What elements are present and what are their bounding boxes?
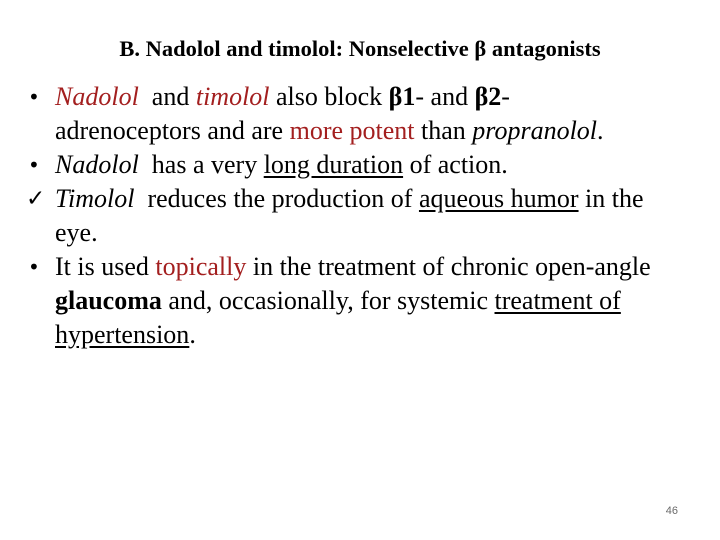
text-segment: of action.: [403, 150, 508, 179]
text-segment: than: [414, 116, 473, 145]
bullet-marker: •: [28, 85, 40, 109]
beta1-term: β1: [388, 82, 416, 111]
text-segment: .: [597, 116, 604, 145]
underlined-treatment-of-hypertension: treatment of hypertension: [55, 286, 621, 349]
drug-name-nadolol: Nadolol: [55, 82, 139, 111]
bullet-list: [0, 80, 720, 352]
bullet-nadolol-timolol-block: [0, 80, 655, 148]
bullet-nadolol-duration: [0, 148, 655, 182]
drug-name-timolol: Timolol: [55, 184, 135, 213]
highlight-topically: topically: [155, 252, 247, 281]
underlined-long-duration: long duration: [263, 150, 404, 179]
text-segment: - and: [415, 82, 475, 111]
bold-glaucoma: glaucoma: [55, 286, 162, 315]
drug-name-timolol: timolol: [195, 82, 270, 111]
slide-title: B. Nadolol and timolol: Nonselective β antagonists: [119, 36, 601, 61]
highlight-more-potent: more potent: [289, 116, 415, 145]
text-segment: reduces the production of: [134, 184, 419, 213]
bullet-marker: •: [28, 153, 40, 177]
drug-name-nadolol: Nadolol: [55, 150, 139, 179]
bullet-timolol-aqueous-humor: [0, 182, 655, 250]
drug-name-propranolol: propranolol: [472, 116, 598, 145]
text-segment: also block: [269, 82, 389, 111]
bullet-topical-glaucoma: [0, 250, 655, 352]
beta2-term: β2: [474, 82, 502, 111]
text-segment: and, occasionally, for systemic: [161, 286, 495, 315]
bullet-marker: •: [28, 255, 40, 279]
page-number: 46: [665, 505, 678, 517]
text-segment: in the eye.: [55, 184, 644, 247]
text-segment: and: [138, 82, 196, 111]
text-segment: has a very: [138, 150, 264, 179]
text-segment: -adrenoceptors and are: [55, 82, 510, 145]
underlined-aqueous-humor: aqueous humor: [418, 184, 579, 213]
text-segment: It is used: [55, 252, 156, 281]
checkmark-icon: ✓: [26, 186, 46, 212]
text-segment: in the treatment of chronic open-angle: [246, 252, 651, 281]
text-segment: .: [189, 320, 196, 349]
